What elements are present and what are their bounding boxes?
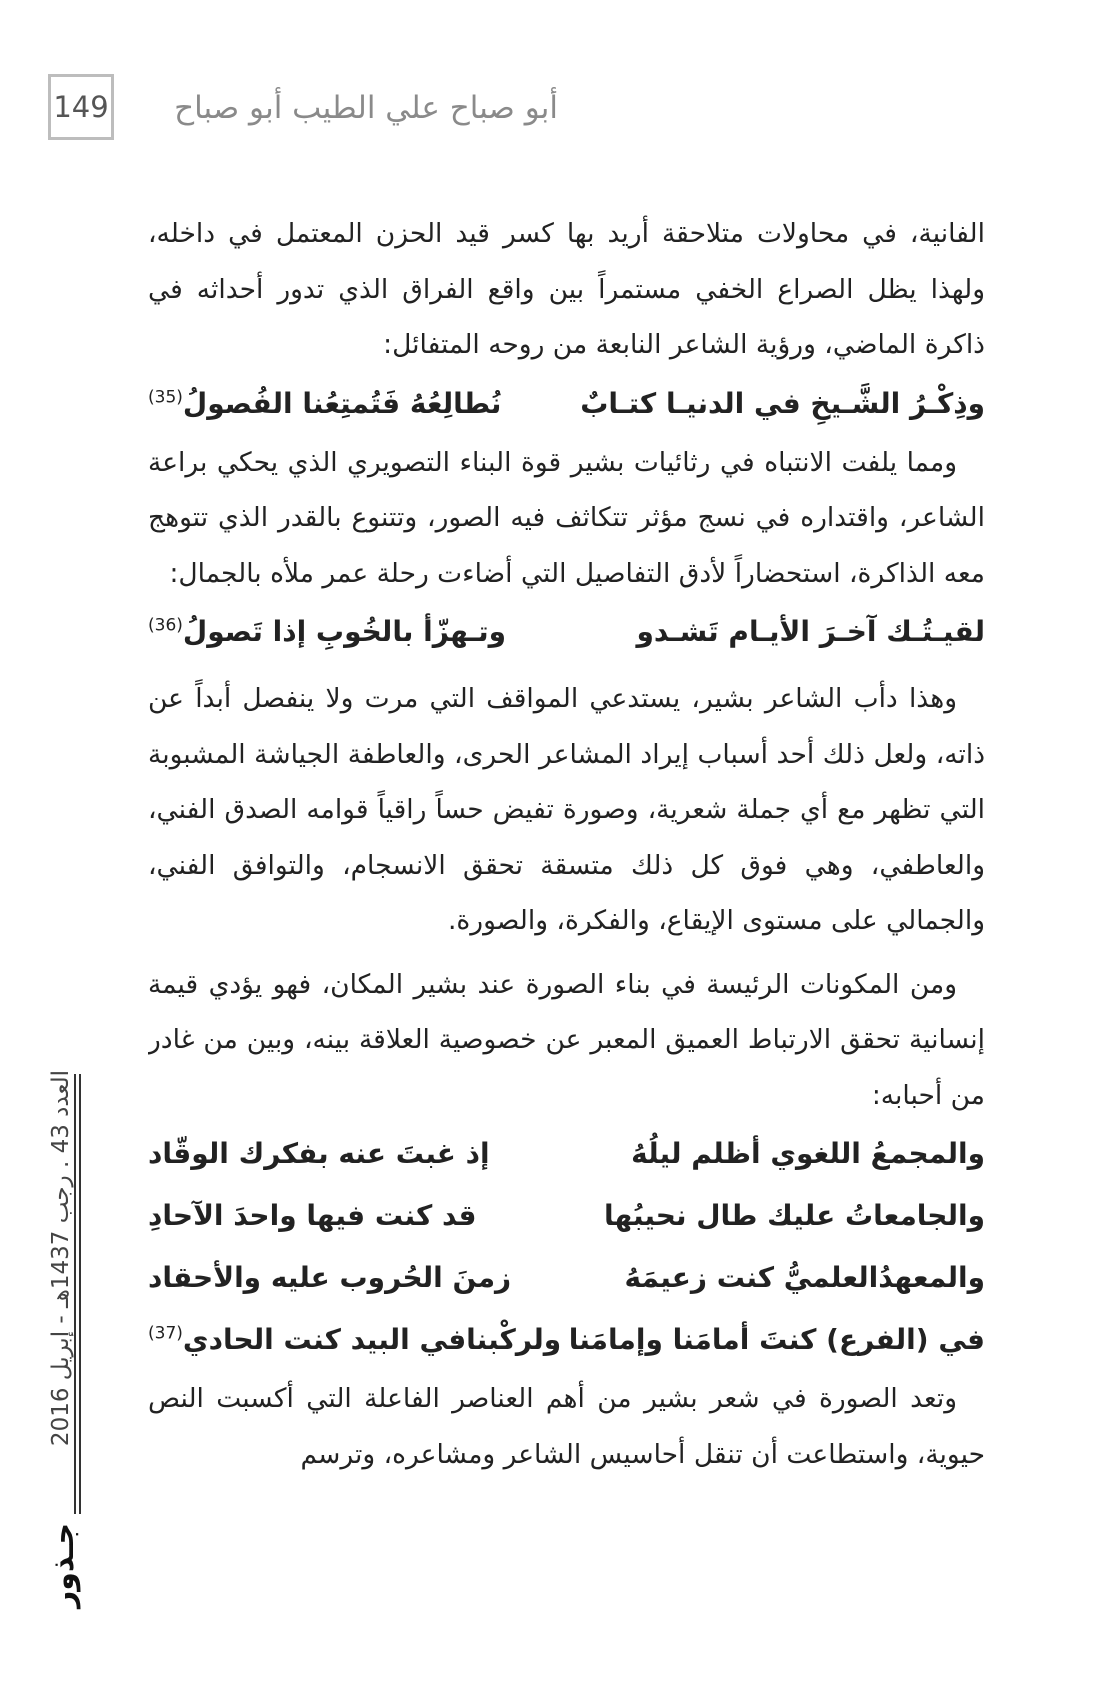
verse-35-first-hemistich: وذِكْـرُ الشَّـيخِ في الدنيـا كتـابٌ (580, 386, 985, 420)
verse-35 (148, 373, 985, 435)
verse-36-second-hemistich (148, 601, 506, 663)
poem-line-4-second (148, 1309, 561, 1371)
footnote-35: (35) (148, 387, 183, 408)
poem-line-2-second: قد كنت فيها واحدَ الآحادِ (148, 1199, 477, 1232)
verse-36 (148, 601, 985, 663)
poem-37 (148, 1123, 985, 1371)
paragraph-5: وتعد الصورة في شعر بشير من أهم العناصر الفاعلة التي أكسبت النص حيوية، واستطاعت أن تنقل أحاسيس الشاعر ومشاعره، وترسم (148, 1383, 985, 1470)
article-body (148, 206, 985, 1568)
poem-line (148, 1123, 985, 1185)
paragraph-3: وهذا دأب الشاعر بشير، يستدعي المواقف التي مرت ولا ينفصل أبداً عن ذاته، ولعل ذلك أحد أسباب إيراد المشاعر الحرى، والعاطفة الجياشة المشبوبة التي تظهر مع أي جملة شعرية، وصورة تفيض حساً راقياً قوامه الصدق الفني، والعاطفي، وهي فوق كل ذلك متسقة تحقق الانسجام، والتوافق الفني، والجمالي على مستوى الإيقاع، والفكرة، والصورة. (148, 683, 985, 936)
running-title: أبو صباح علي الطيب أبو صباح (174, 90, 558, 126)
poem-line (148, 1185, 985, 1247)
journal-logo: جـذور (46, 1522, 81, 1608)
side-divider-line-2 (79, 1074, 81, 1514)
poem-line-4-second-text: ولركْبنافي البيد كنت الحادي (182, 1323, 562, 1356)
poem-line-2-first: والجامعاتُ عليك طال نحيبُها (603, 1199, 985, 1232)
side-divider-line (74, 1074, 76, 1514)
poem-line-1-first: والمجمعُ اللغوي أظلم ليلُهُ (631, 1137, 985, 1170)
verse-35-second-hemistich (148, 373, 501, 435)
verse-36-first-hemistich: لقيـتُـك آخـرَ الأيـام تَشـدو (636, 615, 985, 648)
footnote-36: (36) (148, 615, 183, 636)
poem-line-1-second: إذ غبتَ عنه بفكرك الوقّاد (148, 1137, 490, 1170)
footnote-37: (37) (148, 1323, 183, 1344)
paragraph-2: ومما يلفت الانتباه في رثائيات بشير قوة البناء التصويري الذي يحكي براعة الشاعر، واقتداره في نسج مؤثر تتكاثف فيه الصور، وتتنوع بالقدر الذي تتوهج معه الذاكرة، استحضاراً لأدق التفاصيل التي أضاءت رحلة عمر ملأه بالجمال: (148, 446, 985, 589)
paragraph-4: ومن المكونات الرئيسة في بناء الصورة عند بشير المكان، فهو يؤدي قيمة إنسانية تحقق الارتباط العميق المعبر عن خصوصية العلاقة بينه، وبين من غادر من أحبابه: (148, 968, 985, 1111)
poem-line-3-second: زمنَ الحُروب عليه والأحقاد (148, 1261, 512, 1294)
poem-line (148, 1309, 985, 1371)
paragraph-1: الفانية، في محاولات متلاحقة أريد بها كسر قيد الحزن المعتمل في داخله، ولهذا يظل الصراع الخفي مستمراً بين واقع الفراق الذي تدور أحداثه في ذاكرة الماضي، ورؤية الشاعر النابعة من روحه المتفائل: (148, 218, 985, 360)
page-number: 149 (48, 74, 114, 140)
poem-line-4-first: في (الفرع) كنتَ أمامَنا وإمامَنا (568, 1323, 985, 1356)
verse-35-second-text: نُطالِعُهُ فَتُمتِعُنا الفُصولُ (182, 386, 502, 420)
issue-info: العدد 43 . رجب 1437هـ - إبريل 2016 (48, 1070, 74, 1447)
poem-line-3-first: والمعهدُالعلميُّ كنت زعيمَهُ (624, 1261, 985, 1294)
verse-36-second-text: وتـهزّأ بالخُوبِ إذا تَصولُ (182, 615, 507, 648)
poem-line (148, 1247, 985, 1309)
